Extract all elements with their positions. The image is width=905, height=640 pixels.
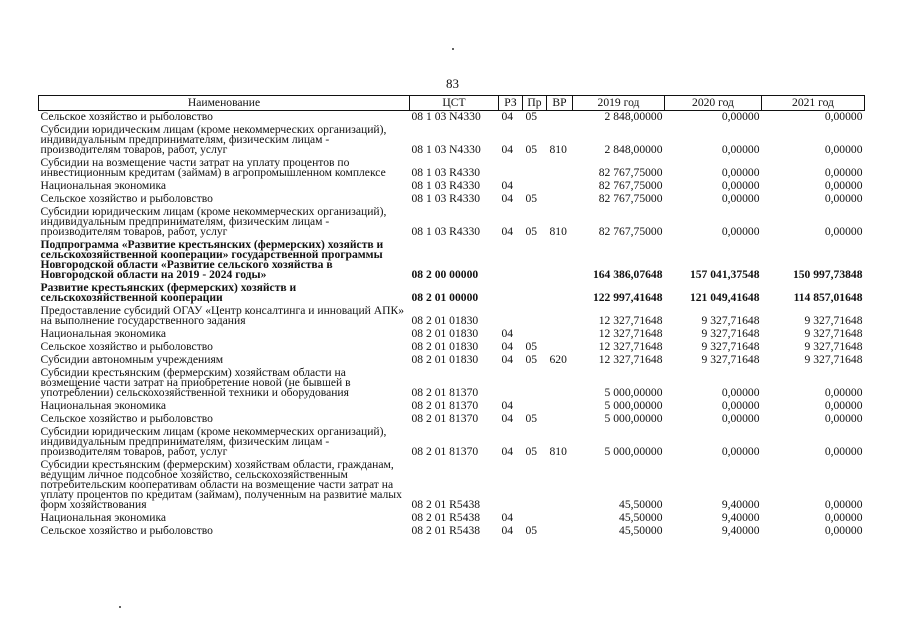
cell-pr [523,282,547,305]
cell-2019: 5 000,00000 [604,412,663,425]
cell-pr: 05 [525,340,538,353]
cell-cst: 08 2 01 01830 [411,314,479,327]
cell-vr [547,328,573,341]
cell-2020: 9 327,71648 [701,340,760,353]
cell-vr [547,180,573,193]
column-header-name: Наименование [39,96,410,111]
cell-vr [547,305,573,328]
cell-rz [499,367,523,400]
cell-2021: 0,00000 [824,225,863,238]
cell-pr: 05 [525,110,538,123]
cell-2020: 0,00000 [721,225,760,238]
cell-2019: 5 000,00000 [604,386,663,399]
cell-vr [547,525,573,538]
cell-2019: 5 000,00000 [604,445,663,458]
cell-name: Субсидии крестьянским (фермерским) хозяйствам области, гражданам, ведущим личное подсобное хозяйство, сельскохозяйственным потребительским кооперативам области на возмещение части затрат на уплату процентов по кредитам (займам), полученным на развитие малых форм хозяйствования [40,458,402,511]
cell-cst: 08 1 03 R4330 [411,192,481,205]
cell-vr [547,367,573,400]
cell-name: Сельское хозяйство и рыболовство [40,192,213,205]
cell-2020: 121 049,41648 [689,291,760,304]
cell-2021: 0,00000 [824,524,863,537]
cell-2019: 164 386,07648 [592,268,663,281]
cell-name: Субсидии юридическим лицам (кроме некоммерческих организаций), индивидуальным предпринимателям, физическим лицам - производителям товаров, работ, услуг [40,205,387,238]
cell-cst: 08 2 01 R5438 [411,511,481,524]
cell-pr: 05 [525,524,538,537]
cell-2021: 0,00000 [824,412,863,425]
cell-rz [499,305,523,328]
cell-rz: 04 [501,143,514,156]
scan-speck [119,606,121,608]
cell-rz: 04 [501,511,514,524]
cell-2019: 12 327,71648 [598,327,663,340]
cell-name: Развитие крестьянских (фермерских) хозяйств и сельскохозяйственной кооперации [40,281,297,304]
budget-table [38,95,865,538]
cell-pr: 05 [525,192,538,205]
cell-name: Сельское хозяйство и рыболовство [40,110,213,123]
cell-2021: 0,00000 [824,498,863,511]
cell-name: Субсидии юридическим лицам (кроме некоммерческих организаций), индивидуальным предпринимателям, физическим лицам - производителям товаров, работ, услуг [40,425,387,458]
cell-2020: 0,00000 [721,445,760,458]
table-body [39,111,865,539]
cell-name: Предоставление субсидий ОГАУ «Центр консалтинга и инноваций АПК» на выполнение государственного задания [40,304,405,327]
cell-2020: 0,00000 [721,110,760,123]
cell-cst: 08 1 03 R4330 [411,179,481,192]
cell-name: Субсидии юридическим лицам (кроме некоммерческих организаций), индивидуальным предпринимателям, физическим лицам - производителям товаров, работ, услуг [40,123,387,156]
cell-rz [499,282,523,305]
table-row [39,282,865,305]
cell-rz: 04 [501,225,514,238]
cell-vr: 810 [549,143,567,156]
cell-name: Сельское хозяйство и рыболовство [40,524,213,537]
cell-cst: 08 1 03 R4330 [411,166,481,179]
cell-vr [547,282,573,305]
cell-rz: 04 [501,179,514,192]
cell-2019: 45,50000 [619,498,663,511]
cell-vr [547,413,573,426]
column-header-pr: Пр [523,96,547,111]
cell-2021: 0,00000 [824,386,863,399]
cell-pr [523,157,547,180]
cell-2021: 9 327,71648 [804,314,863,327]
cell-vr: 620 [549,353,567,366]
cell-cst: 08 2 01 01830 [411,353,479,366]
cell-rz [499,239,523,282]
cell-2021: 0,00000 [824,166,863,179]
cell-2021: 150 997,73848 [792,268,863,281]
cell-vr [547,512,573,525]
cell-2020: 0,00000 [721,166,760,179]
cell-cst: 08 2 01 00000 [411,291,479,304]
cell-2019: 12 327,71648 [598,314,663,327]
cell-name: Национальная экономика [40,179,167,192]
cell-rz: 04 [501,340,514,353]
table-row [39,459,865,512]
cell-rz: 04 [501,327,514,340]
cell-2021: 114 857,01648 [793,291,863,304]
cell-2020: 0,00000 [721,412,760,425]
table-row [39,111,865,125]
cell-2019: 82 767,75000 [598,179,663,192]
cell-name: Национальная экономика [40,327,167,340]
scan-speck [452,48,454,50]
table-header-row [39,96,865,111]
cell-2020: 9,40000 [721,498,760,511]
cell-2021: 0,00000 [824,110,863,123]
cell-pr [523,459,547,512]
cell-cst: 08 1 03 R4330 [411,225,481,238]
cell-2020: 0,00000 [721,386,760,399]
cell-2019: 12 327,71648 [598,340,663,353]
cell-2020: 157 041,37548 [689,268,760,281]
cell-pr: 05 [525,225,538,238]
cell-pr [523,239,547,282]
cell-vr [547,111,573,125]
cell-vr [547,400,573,413]
cell-name: Национальная экономика [40,399,167,412]
cell-2021: 9 327,71648 [804,353,863,366]
cell-2020: 9,40000 [721,524,760,537]
cell-vr: 810 [549,445,567,458]
cell-pr: 05 [525,143,538,156]
cell-2020: 9 327,71648 [701,327,760,340]
cell-pr: 05 [525,445,538,458]
cell-cst: 08 1 03 N4330 [411,110,481,123]
column-header-2020: 2020 год [665,96,762,111]
cell-vr: 810 [549,225,567,238]
cell-2019: 12 327,71648 [598,353,663,366]
cell-pr [523,367,547,400]
table-row [39,367,865,400]
table-row [39,305,865,328]
cell-vr [547,193,573,206]
cell-name: Сельское хозяйство и рыболовство [40,340,213,353]
cell-cst: 08 2 01 81370 [411,445,479,458]
table-row [39,206,865,239]
cell-pr [523,305,547,328]
cell-2021: 9 327,71648 [804,327,863,340]
cell-cst: 08 2 01 01830 [411,327,479,340]
cell-rz: 04 [501,412,514,425]
cell-rz: 04 [501,110,514,123]
cell-vr [547,459,573,512]
column-header-cst: ЦСТ [410,96,499,111]
table-row [39,124,865,157]
cell-2020: 9,40000 [721,511,760,524]
cell-rz: 04 [501,524,514,537]
cell-2020: 0,00000 [721,179,760,192]
cell-2019: 5 000,00000 [604,399,663,412]
cell-2021: 0,00000 [824,179,863,192]
cell-rz: 04 [501,192,514,205]
cell-2019: 82 767,75000 [598,225,663,238]
column-header-rz: РЗ [499,96,523,111]
table-row [39,239,865,282]
cell-pr: 05 [525,353,538,366]
cell-2019: 2 848,00000 [604,143,663,156]
column-header-2019: 2019 год [573,96,665,111]
cell-cst: 08 2 01 81370 [411,399,479,412]
cell-2019: 82 767,75000 [598,192,663,205]
cell-name: Сельское хозяйство и рыболовство [40,412,213,425]
cell-2019: 2 848,00000 [604,110,663,123]
cell-name: Подпрограмма «Развитие крестьянских (фермерских) хозяйств и сельскохозяйственной кооперации» государственной программы Новгородской области «Развитие сельского хозяйства в Новгородской области на 2019 - 2024 годы» [40,238,384,281]
cell-name: Субсидии на возмещение части затрат на уплату процентов по инвестиционным кредитам (займам) в агропромышленном комплексе [40,156,386,179]
cell-rz [499,459,523,512]
page-number: 83 [446,76,459,91]
cell-2019: 122 997,41648 [592,291,663,304]
cell-2020: 9 327,71648 [701,314,760,327]
table-row [39,426,865,459]
cell-cst: 08 2 01 81370 [411,412,479,425]
cell-2021: 0,00000 [824,192,863,205]
cell-vr [547,157,573,180]
cell-2021: 0,00000 [824,445,863,458]
cell-rz [499,157,523,180]
cell-name: Национальная экономика [40,511,167,524]
cell-rz: 04 [501,353,514,366]
cell-2019: 45,50000 [619,511,663,524]
column-header-2021: 2021 год [762,96,865,111]
cell-2021: 0,00000 [824,143,863,156]
cell-cst: 08 2 01 R5438 [411,498,481,511]
cell-name: Субсидии автономным учреждениям [40,353,224,366]
cell-2020: 0,00000 [721,143,760,156]
cell-cst: 08 2 00 00000 [411,268,479,281]
cell-name: Субсидии крестьянским (фермерским) хозяйствам области на возмещение части затрат на приобретение новой (не бывшей в употреблении) сельскохозяйственной техники и оборудования [40,366,351,399]
cell-cst: 08 1 03 N4330 [411,143,481,156]
table-row [39,525,865,538]
cell-2021: 0,00000 [824,399,863,412]
cell-cst: 08 2 01 81370 [411,386,479,399]
cell-pr: 05 [525,412,538,425]
cell-cst: 08 2 01 01830 [411,340,479,353]
column-header-vr: ВР [547,96,573,111]
cell-cst: 08 2 01 R5438 [411,524,481,537]
cell-rz: 04 [501,399,514,412]
cell-2021: 0,00000 [824,511,863,524]
cell-2019: 45,50000 [619,524,663,537]
cell-2020: 0,00000 [721,399,760,412]
cell-2020: 9 327,71648 [701,353,760,366]
cell-2020: 0,00000 [721,192,760,205]
cell-2021: 9 327,71648 [804,340,863,353]
cell-rz: 04 [501,445,514,458]
cell-2019: 82 767,75000 [598,166,663,179]
table-row [39,157,865,180]
cell-vr [547,239,573,282]
